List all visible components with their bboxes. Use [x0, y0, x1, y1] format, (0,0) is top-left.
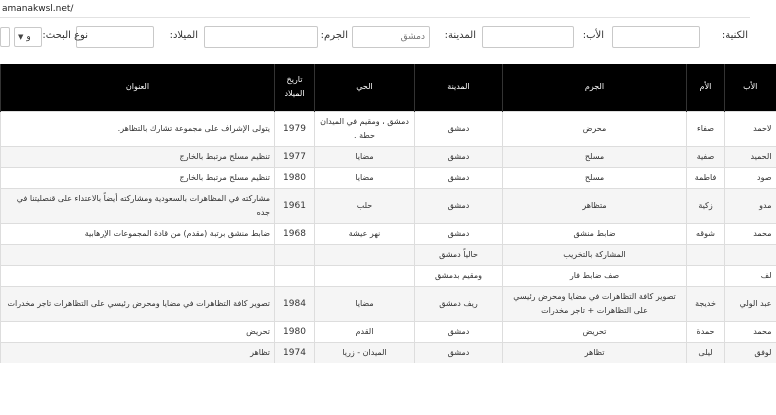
cell-address: تنظيم مسلح مرتبط بالخارج [1, 167, 275, 188]
cell-crime: صف ضابط فار [503, 265, 687, 286]
cell-city: دمشق [415, 146, 503, 167]
cell-birth [275, 265, 315, 286]
cell-city: دمشق [415, 111, 503, 146]
table-row[interactable] [1, 286, 776, 321]
father-label: الأب: [582, 30, 604, 41]
cell-birth: 1979 [275, 111, 315, 146]
cell-name: الحميد [725, 146, 776, 167]
cell-address [1, 244, 275, 265]
cell-birth: 1974 [275, 342, 315, 363]
cell-birth: 1980 [275, 321, 315, 342]
cell-crime: تظاهر [503, 342, 687, 363]
cell-crime: محرض [503, 111, 687, 146]
results-table [0, 64, 776, 363]
birth-label: الميلاد: [169, 30, 198, 41]
cell-mother: ليلى [687, 342, 725, 363]
cell-address: تنظيم مسلح مرتبط بالخارج [1, 146, 275, 167]
cell-name: لوفق [725, 342, 776, 363]
cell-crime: مسلح [503, 167, 687, 188]
cell-district: الميدان - زريا [315, 342, 415, 363]
cell-address: تظاهر [1, 342, 275, 363]
col-header-district: الحي [315, 64, 415, 111]
cell-name: لف [725, 265, 776, 286]
results-table-wrapper [0, 64, 772, 415]
cell-mother: فاطمة [687, 167, 725, 188]
cell-mother [687, 244, 725, 265]
cell-birth [275, 244, 315, 265]
cell-district: نهر عيشة [315, 223, 415, 244]
cell-mother: صفاء [687, 111, 725, 146]
table-row[interactable] [1, 265, 776, 286]
cell-district [315, 265, 415, 286]
cell-city: ومقيم بدمشق [415, 265, 503, 286]
cell-city: دمشق [415, 188, 503, 223]
cell-city: ريف دمشق [415, 286, 503, 321]
search-type-label: نوع البحث: [42, 30, 88, 41]
col-header-mother: الأم [687, 64, 725, 111]
cell-birth: 1961 [275, 188, 315, 223]
cell-district: مضايا [315, 167, 415, 188]
table-row[interactable] [1, 244, 776, 265]
cell-name: مدو [725, 188, 776, 223]
cell-crime: تحريض [503, 321, 687, 342]
search-type-value: و [26, 32, 31, 42]
search-filters [0, 18, 750, 64]
cell-address: تصوير كافة التظاهرات في مضايا ومحرض رئيسي على التظاهرات تاجر مخدرات [1, 286, 275, 321]
cell-address: يتولى الإشراف على مجموعة تشارك بالتظاهر. [1, 111, 275, 146]
table-row[interactable] [1, 223, 776, 244]
address-bar[interactable] [0, 0, 750, 18]
cell-crime: متظاهر [503, 188, 687, 223]
col-header-city: المدينة [415, 64, 503, 111]
table-row[interactable] [1, 167, 776, 188]
cell-mother: حمدة [687, 321, 725, 342]
cell-name [725, 244, 776, 265]
cell-mother: شوقه [687, 223, 725, 244]
table-row[interactable] [1, 146, 776, 167]
chevron-down-icon: ▼ [18, 33, 24, 41]
cell-address: ضابط منشق برتبة (مقدم) من قادة المجموعات الإرهابية [1, 223, 275, 244]
cell-district: القدم [315, 321, 415, 342]
cell-city: دمشق [415, 342, 503, 363]
cell-birth: 1968 [275, 223, 315, 244]
cell-name: محمد [725, 223, 776, 244]
cell-city: دمشق [415, 321, 503, 342]
table-row[interactable] [1, 188, 776, 223]
cell-district: مضايا [315, 286, 415, 321]
col-header-address: العنوان [1, 64, 275, 111]
table-header-row [1, 64, 776, 111]
cell-city: حالياً دمشق [415, 244, 503, 265]
surname-label: الكنية: [721, 30, 748, 41]
col-header-crime: الجرم [503, 64, 687, 111]
cell-address: تحريض [1, 321, 275, 342]
surname-input[interactable] [612, 26, 700, 48]
search-submit-button[interactable] [0, 27, 10, 47]
cell-mother: صفية [687, 146, 725, 167]
table-row[interactable] [1, 321, 776, 342]
cell-address: مشاركته في المظاهرات بالسعودية ومشاركته أيضاً بالاعتداء على قنصليتنا في جده [1, 188, 275, 223]
cell-city: دمشق [415, 223, 503, 244]
col-header-name: الأب [725, 64, 776, 111]
cell-city: دمشق [415, 167, 503, 188]
crime-label: الجرم: [320, 30, 348, 41]
cell-name: محمد [725, 321, 776, 342]
cell-address [1, 265, 275, 286]
city-input[interactable] [352, 26, 430, 48]
cell-crime: مسلح [503, 146, 687, 167]
table-row[interactable] [1, 111, 776, 146]
cell-crime: ضابط منشق [503, 223, 687, 244]
city-label: المدينة: [444, 30, 476, 41]
cell-name: عبد الولي [725, 286, 776, 321]
cell-name: صود [725, 167, 776, 188]
cell-district: حلب [315, 188, 415, 223]
cell-crime: تصوير كافة التظاهرات في مضايا ومحرض رئيسي على التظاهرات + تاجر مخدرات [503, 286, 687, 321]
father-input[interactable] [482, 26, 574, 48]
table-row[interactable] [1, 342, 776, 363]
cell-birth: 1984 [275, 286, 315, 321]
cell-mother [687, 265, 725, 286]
cell-birth: 1980 [275, 167, 315, 188]
cell-district: مضايا [315, 146, 415, 167]
crime-input[interactable] [204, 26, 318, 48]
cell-district: دمشق ، ومقيم في الميدان حطة . [315, 111, 415, 146]
cell-mother: زكية [687, 188, 725, 223]
cell-mother: خديجة [687, 286, 725, 321]
cell-birth: 1977 [275, 146, 315, 167]
col-header-birth: تاريخ الميلاد [275, 64, 315, 111]
search-type-select[interactable] [14, 27, 42, 47]
url-text: amanakwsl.net/ [2, 4, 74, 14]
cell-district [315, 244, 415, 265]
cell-crime: المشاركة بالتخريب [503, 244, 687, 265]
cell-name: لاحمد [725, 111, 776, 146]
